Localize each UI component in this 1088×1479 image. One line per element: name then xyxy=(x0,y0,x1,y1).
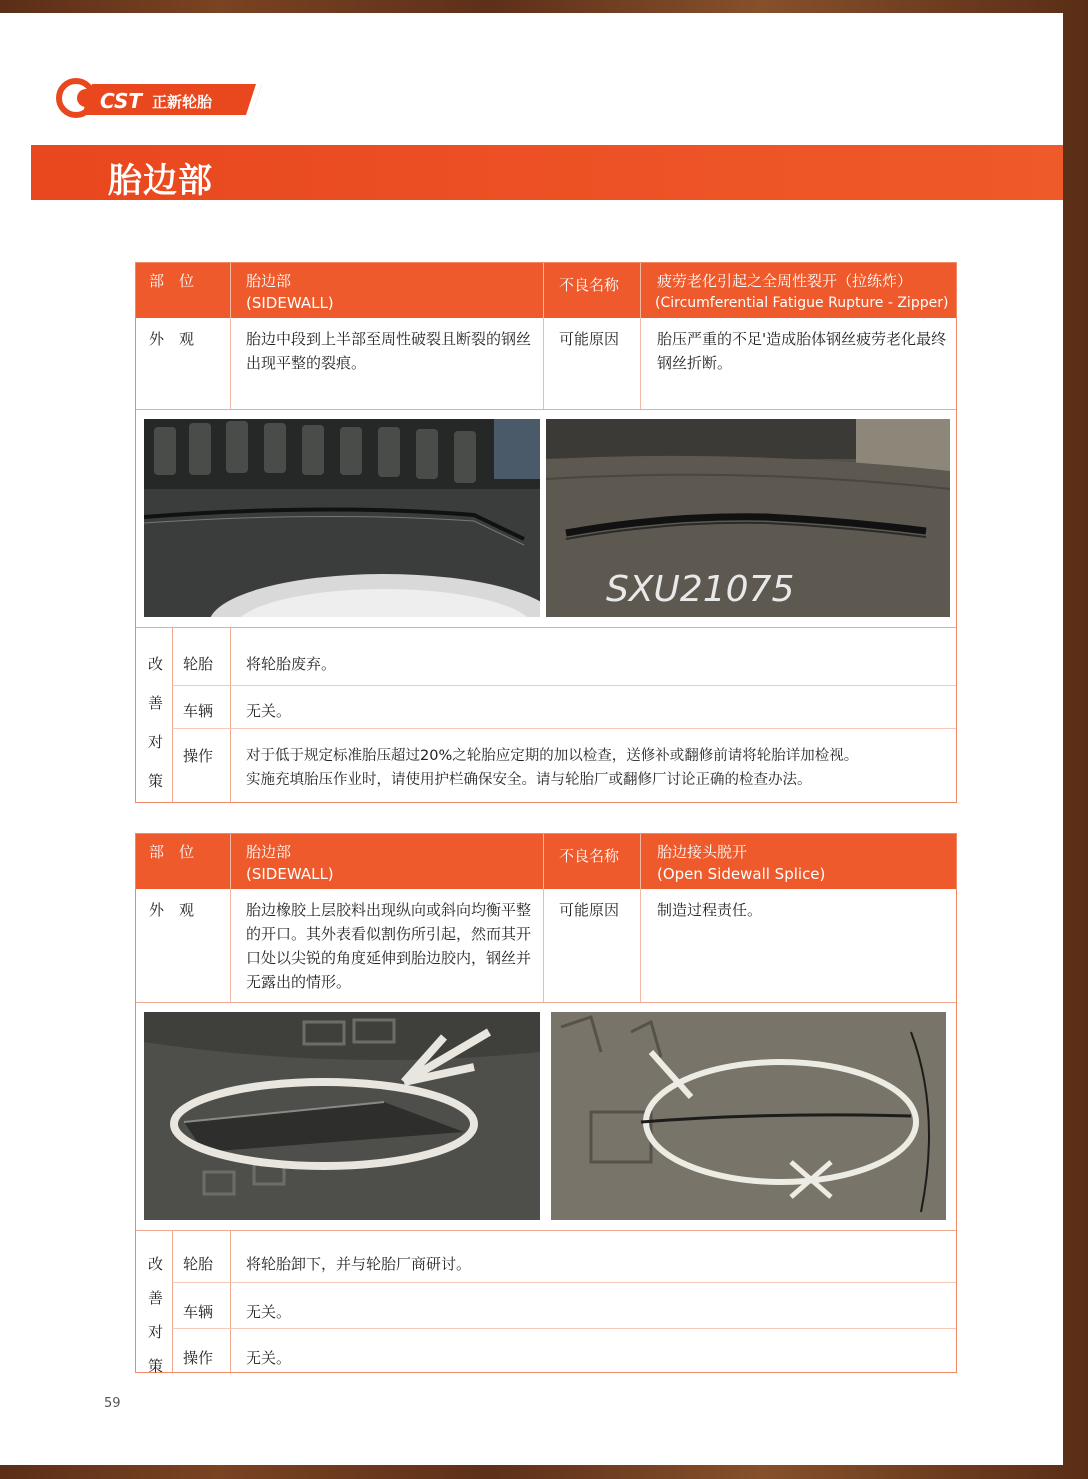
operation-measure-line2: 实施充填胎压作业时，请使用护栏确保安全。请与轮胎厂或翻修厂讨论正确的检查办法。 xyxy=(246,772,812,788)
part-name-cn: 胎边部 xyxy=(246,843,292,861)
defect-photo-1 xyxy=(144,419,540,617)
operation-label: 操作 xyxy=(183,1349,214,1367)
defect-name-en: (Circumferential Fatigue Rupture - Zipper) xyxy=(655,295,949,311)
cause-label: 可能原因 xyxy=(559,330,620,348)
defect-name-label: 不良名称 xyxy=(559,847,620,865)
measures-char-4: 策 xyxy=(148,772,164,790)
cause-text: 胎压严重的不足'造成胎体钢丝疲劳老化最终钢丝折断。 xyxy=(657,330,947,372)
section-title-bar xyxy=(31,145,1063,200)
measures-char-3: 对 xyxy=(148,733,164,751)
card-header-row xyxy=(136,263,956,318)
measures-char-1: 改 xyxy=(148,655,164,673)
appearance-text: 胎边橡胶上层胶料出现纵向或斜向均衡平整的开口。其外表看似割伤所引起，然而其开口处以尖锐的角度延伸到胎边胶内，钢丝并无露出的情形。 xyxy=(246,901,532,991)
vehicle-label: 车辆 xyxy=(183,702,214,720)
defect-name-cn: 胎边接头脱开 xyxy=(657,843,748,861)
defect-photo-4 xyxy=(551,1012,946,1220)
part-name-cn: 胎边部 xyxy=(246,272,292,290)
measures-char-2: 善 xyxy=(148,1289,164,1307)
appearance-text: 胎边中段到上半部至周性破裂且断裂的钢丝出现平整的裂痕。 xyxy=(246,330,532,372)
part-name-en: (SIDEWALL) xyxy=(246,294,334,312)
vehicle-label: 车辆 xyxy=(183,1303,214,1321)
svg-text:CST: CST xyxy=(100,89,143,113)
part-label: 部 位 xyxy=(149,272,195,290)
measures-char-2: 善 xyxy=(148,694,164,712)
defect-photo-2 xyxy=(546,419,950,617)
defect-card-zipper xyxy=(135,262,957,803)
tire-label: 轮胎 xyxy=(183,655,214,673)
defect-card-open-splice xyxy=(135,833,957,1373)
defect-name-cn: 疲劳老化引起之全周性裂开（拉练炸） xyxy=(657,272,913,290)
defect-photo-3 xyxy=(144,1012,540,1220)
cause-label: 可能原因 xyxy=(559,901,620,919)
tire-measure: 将轮胎废弃。 xyxy=(246,655,337,673)
document-page xyxy=(0,13,1063,1465)
measures-char-4: 策 xyxy=(148,1357,164,1375)
part-label: 部 位 xyxy=(149,843,195,861)
operation-label: 操作 xyxy=(183,747,214,765)
part-name-en: (SIDEWALL) xyxy=(246,865,334,883)
vehicle-measure: 无关。 xyxy=(246,702,292,720)
page-number: 59 xyxy=(104,1396,121,1411)
card-header-row xyxy=(136,834,956,889)
svg-text:SXU21075: SXU21075 xyxy=(606,569,795,610)
operation-measure-line1: 对于低于规定标准胎压超过20%之轮胎应定期的加以检查，送修补或翻修前请将轮胎详加检视。 xyxy=(246,748,859,764)
operation-measure: 无关。 xyxy=(246,1349,292,1367)
measures-char-1: 改 xyxy=(148,1255,164,1273)
page-title: 胎边部 xyxy=(108,161,213,201)
defect-name-label: 不良名称 xyxy=(559,276,620,294)
measures-char-3: 对 xyxy=(148,1323,164,1341)
tire-measure: 将轮胎卸下，并与轮胎厂商研讨。 xyxy=(246,1255,472,1273)
cst-logo xyxy=(56,75,266,121)
appearance-label: 外 观 xyxy=(149,330,195,348)
tire-label: 轮胎 xyxy=(183,1255,214,1273)
vehicle-measure: 无关。 xyxy=(246,1303,292,1321)
appearance-label: 外 观 xyxy=(149,901,195,919)
cause-text: 制造过程责任。 xyxy=(657,901,763,919)
svg-text:正新轮胎: 正新轮胎 xyxy=(152,93,213,111)
defect-name-en: (Open Sidewall Splice) xyxy=(657,865,826,883)
